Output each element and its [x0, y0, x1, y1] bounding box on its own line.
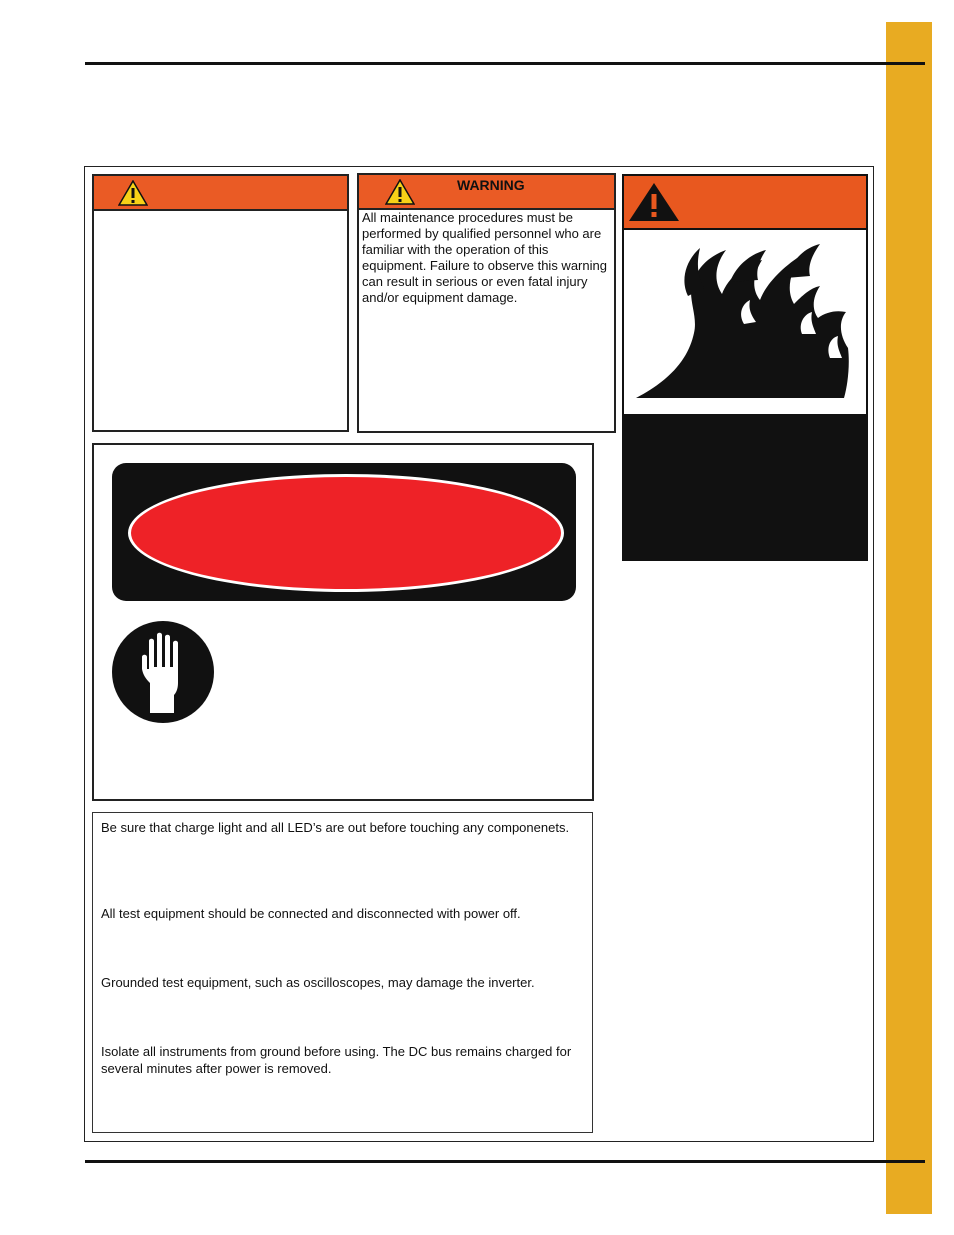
- service-notes-box: [92, 812, 593, 1133]
- chapter-side-tab: [886, 22, 932, 1214]
- fire-pictogram: [622, 230, 868, 414]
- fire-hazard-header: [622, 174, 868, 230]
- note-grounded-equipment: Grounded test equipment, such as oscilloscopes, may damage the inverter.: [101, 975, 535, 990]
- fire-hazard-message-panel: [622, 414, 868, 561]
- header-rule: [85, 62, 925, 65]
- maintenance-warning-header: [359, 175, 614, 210]
- warning-triangle-icon: [385, 179, 415, 205]
- fire-icon: [634, 238, 854, 408]
- note-test-equipment-power: All test equipment should be connected and disconnected with power off.: [101, 906, 521, 921]
- warning-body-text: All maintenance procedures must be performed by qualified personnel who are familiar with the operation of this equipment. Failure to observe this warning can result in serious or even fatal injury and/or equipment damage.: [362, 210, 607, 305]
- stop-banner: [112, 463, 576, 601]
- warning-heading: WARNING: [457, 177, 525, 193]
- note-charge-light: Be sure that charge light and all LED’s are out before touching any componenets.: [101, 820, 570, 835]
- maintenance-warning-label: [357, 173, 616, 433]
- warning-triangle-icon: [118, 180, 148, 206]
- fire-hazard-label: [622, 174, 868, 561]
- hand-stop-icon: [112, 621, 214, 723]
- blank-warning-label: [92, 174, 349, 432]
- footer-rule: [85, 1160, 925, 1163]
- stop-oval: [128, 474, 564, 592]
- blank-warning-header: [94, 176, 347, 211]
- stop-label: [92, 443, 594, 801]
- exclamation-icon: [628, 182, 680, 222]
- note-isolate-instruments: Isolate all instruments from ground before using. The DC bus remains charged for several minutes after power is removed.: [101, 1044, 572, 1076]
